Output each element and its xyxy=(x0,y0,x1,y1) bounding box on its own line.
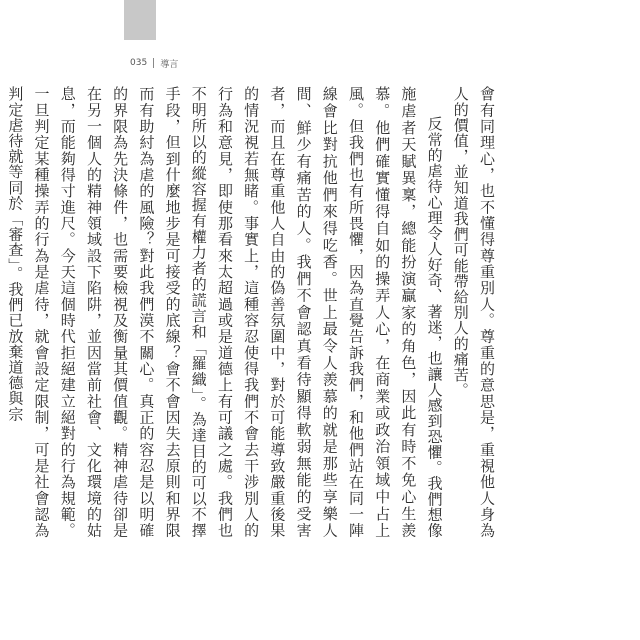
section-title: 導言 xyxy=(160,59,179,70)
vertical-text-block xyxy=(6,86,500,538)
paragraph-main: 反常的虐待心理令人好奇、著迷，也讓人感到恐懼。我們想像施虐者天賦異稟，總能扮演贏家的角色，因此有時不免心生羨慕。他們確實懂得自如的操弄人心，在商業或政治領域中占上風。但我們也有所畏懼，因為直覺告訴我們，和他們站在同一陣線會比對抗他們來得吃香。世上最令人羨慕的就是那些享樂人間、鮮少有痛苦的人。我們不會認真看待顯得軟弱無能的受害者，而且在尊重他人自由的偽善氛圍中，對於可能導致嚴重後果的情況視若無睹。事實上，這種容忍使得我們不會去干涉別人的行為和意見，即使那看來太超過或是道德上有可議之處。我們也不明所以的縱容握有權力者的謊言和「羅織」。為達目的可以不擇手段，但到什麼地步是可接受的底線？會不會因失去原則和界限而有助紂為虐的風險？對此我們漠不關心。真正的容忍是以明確的界限為先決條件，也需要檢視及衡量其價值觀。精神虐待卻是在另一個人的精神領域設下陷阱，並因當前社會、文化環境的姑息，而能夠得寸進尺。今天這個時代拒絕建立絕對的行為規範。一旦判定某種操弄的行為是虐待，就會設定限制，可是社會認為判定虐待就等同於「審查」。我們已放棄道德與宗 xyxy=(6,86,444,538)
top-gray-strip xyxy=(124,0,156,40)
running-header xyxy=(124,56,178,70)
paragraph-continuation: 會有同理心，也不懂得尊重別人。尊重的意思是，重視他人身為人的價值，並知道我們可能帶給別人的痛苦。 xyxy=(451,86,496,538)
header-divider xyxy=(153,58,154,68)
page-number: 035 xyxy=(130,58,148,68)
